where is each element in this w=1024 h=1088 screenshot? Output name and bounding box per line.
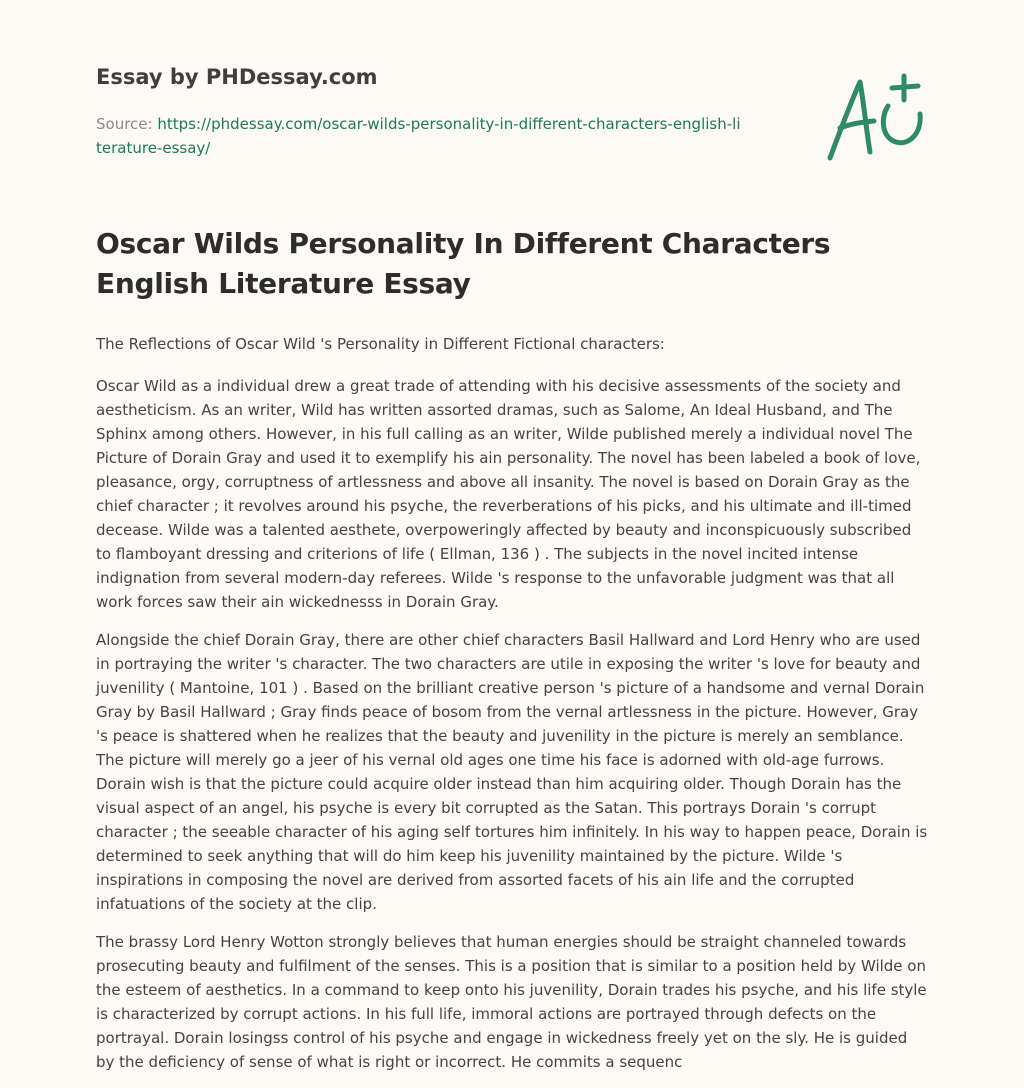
a-plus-grade-icon [818, 66, 930, 166]
site-title: Essay by PHDessay.com [96, 65, 378, 89]
essay-paragraph: The brassy Lord Henry Wotton strongly believes that human energies should be straight channeled towards prosecuting beauty and fulfilment of the senses. This is a position that is similar to a position held by Wilde on the esteem of aesthetics. In a command to keep onto his juvenility, Dorain trades his psyche, and his life style is characterized by corrupt actions. In his full life, immoral actions are portrayed through defects on the portrayal. Dorain losingss control of his psyche and engage in wickedness freely yet on the sly. He is guided by the deficiency of sense of what is right or incorrect. He commits a sequenc [96, 933, 927, 1071]
essay-paragraph: Alongside the chief Dorain Gray, there are other chief characters Basil Hallward and Lord Henry who are used in portraying the writer 's character. The two characters are utile in exposing the writer 's love for beauty and juvenility ( Mantoine, 101 ) . Based on the brilliant creative person 's picture of a handsome and vernal Dorain Gray by Basil Hallward ; Gray finds peace of bosom from the vernal artlessness in the picture. However, Gray 's peace is shattered when he realizes that the beauty and juvenility in the picture is merely an semblance. The picture will merely go a jeer of his vernal old ages one time his face is adorned with old-age furrows. Dorain wish is that the picture could acquire older instead than him acquiring older. Though Dorain has the visual aspect of an angel, his psyche is every bit corrupted as the Satan. This portrays Dorain 's corrupt character ; the seeable character of his aging self tortures him infinitely. In his way to happen peace, Dorain is determined to seek anything that will do him keep his juvenility maintained by the picture. Wilde 's inspirations in composing the novel are derived from assorted facets of his ain life and the corrupted infatuations of the society at the clip. [96, 631, 928, 913]
essay-paragraph: Oscar Wild as a individual drew a great trade of attending with his decisive assessments of the society and aestheticism. As an writer, Wild has written assorted dramas, such as Salome, An Ideal Husband, and The Sphinx among others. However, in his full calling as an writer, Wilde published merely a individual novel The Picture of Dorain Gray and used it to exemplify his ain personality. The novel has been labeled a book of love, pleasance, orgy, corruptness of artlessness and above all insanity. The novel is based on Dorain Gray as the chief character ; it revolves around his psyche, the reverberations of his picks, and his ultimate and ill-timed decease. Wilde was a talented aesthete, overpoweringly affected by beauty and inconspicuously subscribed to flamboyant dressing and criterions of life ( Ellman, 136 ) . The subjects in the novel incited intense indignation from several modern-day referees. Wilde 's response to the unfavorable judgment was that all work forces saw their ain wickednesss in Dorain Gray. [96, 377, 921, 611]
source-line [96, 112, 746, 160]
essay-title: Oscar Wilds Personality In Different Characters English Literature Essay [96, 227, 831, 300]
essay-content [96, 224, 928, 1088]
page-header [96, 60, 796, 160]
source-link[interactable]: https://phdessay.com/oscar-wilds-personality-in-different-characters-english-literature-essay/ [96, 115, 741, 157]
source-label: Source: [96, 115, 158, 133]
essay-paragraph: The Reflections of Oscar Wild 's Personality in Different Fictional characters: [96, 335, 665, 353]
